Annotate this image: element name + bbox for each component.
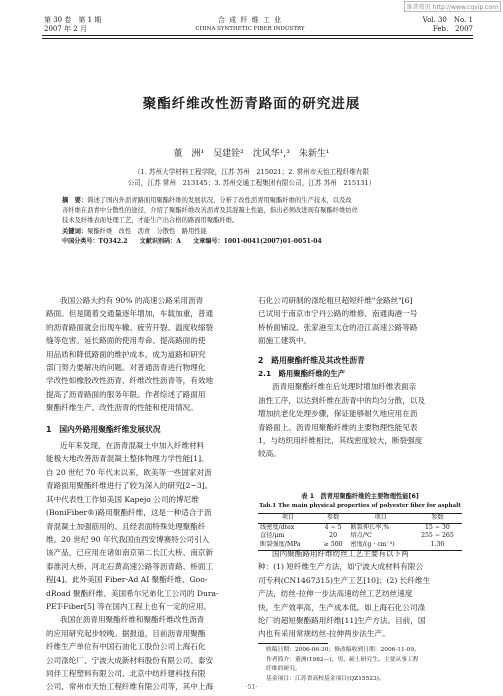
paper-title: 聚酯纤维改性沥青路面的研究进展 — [142, 96, 361, 112]
section-2-1-heading: 2.1 路用聚酯纤维的生产 — [258, 369, 345, 379]
table-cell: 熔点/℃ — [350, 532, 372, 540]
para-line: 内也有采用常规纺丝-拉伸两步法生产。 — [258, 629, 390, 639]
footnote-author-cont: 纤维的研究。 — [266, 666, 301, 673]
para-line: 的应用研究起步较晚。据报道，目前沥青用聚酯 — [46, 628, 206, 638]
para-line: 公司、常州市天怡工程纤维有限公司等，其中上海 — [46, 682, 214, 692]
para-line: 我国公路大约有 90% 的高速公路采用沥青 — [60, 296, 204, 305]
para-line: PET-Fiber[5] 等在国内工程上也有一定的应用。 — [46, 601, 212, 611]
para-line: 用品质和降低路面的维护成本，成为道路和研究 — [46, 349, 206, 359]
para-line: 公司涤纶厂、宁波大成新材料股份有限公司、泰安 — [46, 655, 214, 665]
keywords-text: 聚酯纤维 改性 沥青 分散性 路用性能 — [87, 228, 207, 235]
table-cell: 直径/μm — [260, 532, 285, 540]
header-journal-cn: 合 成 纤 维 工 业 — [217, 16, 283, 24]
section-1-heading: 1 国内外路用聚酯纤维发展状况 — [46, 424, 161, 434]
para-line: 该产品，已应用在诸如南京第二长江大桥、南京新 — [46, 548, 214, 558]
affiliations — [0, 167, 503, 189]
para-line: 纶厂的超短聚酯路用纤维[11]生产方法。目前，国 — [258, 616, 426, 626]
table-row — [258, 523, 462, 532]
table-cell: 断裂强度/MPa — [260, 540, 301, 548]
running-header-right — [403, 16, 473, 34]
affiliation-line: 公司，江苏 常州 213145；3. 苏州交通工程集团有限公司，江苏 苏州 215131） — [127, 179, 376, 187]
para-line: 路面。但是随着交通量逐年增加，车载加重，普通 — [46, 309, 214, 319]
running-header-left — [44, 16, 114, 34]
para-line: 其中代表性工作如美国 Kapejo 公司的博尼维 — [46, 494, 199, 504]
table-cell: 4 ~ 5 — [324, 523, 342, 531]
para-line: 快，生产效率高，生产成本低。如上海石化公司涤 — [258, 602, 426, 612]
para-line: 能极大地改善沥青混凝土整体物理力学性能[1]。 — [46, 454, 209, 464]
para-line: 较高。 — [258, 449, 281, 459]
footnote-rule — [258, 643, 328, 644]
para-line: 我国在沥青用聚酯纤维和聚酯纤维改性沥青 — [60, 615, 205, 625]
para-line: 的沥青路面就会出现车辙、疲劳开裂、温度收缩裂 — [46, 322, 214, 332]
affiliation-line: （1. 苏州大学材料工程学院，江苏 苏州 215021；2. 常州市天怡工程纤维有限 — [133, 168, 370, 176]
para-line: 纤维生产单位有中国石油化工股份公司上海石化 — [46, 642, 206, 652]
table-header-cell: 参数 — [326, 514, 340, 522]
abstract-line: 善纤维在沥青中分散性的途径，介绍了聚酯纤维改善沥青及其混凝土性能，指出必须改进现有聚酯纤维纺丝 — [62, 207, 358, 214]
abstract-label: 摘 要： — [62, 197, 88, 204]
header-date-en: Feb. 2007 — [432, 25, 473, 33]
para-line: 部门努力要解决的问题。对普通沥青进行物理化 — [46, 363, 206, 373]
para-line: 青混凝土加强筋用的、且经表面特殊处理聚酯纤 — [46, 521, 206, 531]
right-column — [258, 294, 462, 461]
table-1 — [258, 493, 462, 551]
para-line: 已试用于南京市宁丹公路的维修、南通海港一号 — [258, 309, 418, 319]
author-list: 董 洲¹ 吴建铨² 沈风华¹,³ 朱新生¹ — [173, 149, 330, 159]
header-rule — [42, 35, 473, 36]
table-cell: 255 ~ 265 — [421, 532, 454, 540]
para-line: 泰淮河大桥、河北石黄高速公路等沥青路、桥面工 — [46, 561, 214, 571]
para-line: 增加抗老化处理步骤，保证能够耐久地应用在沥 — [258, 409, 418, 419]
abstract-line: 技术及纤维表面处理工艺，才能生产出合格的路面用聚酯纤维。 — [62, 217, 239, 224]
table-row — [258, 532, 462, 541]
abstract-line: 简述了国内外沥青路面用聚酯纤维的发展状况，分析了改性沥青用聚酯纤维的生产技术，以及改 — [87, 197, 352, 204]
abstract — [62, 196, 442, 247]
para-line: 司专利(CN1467315)生产工艺[10]；(2) 长纤维生 — [258, 575, 431, 585]
para-line: 学改性如橡胶改性沥青、纤维改性沥青等，有效地 — [46, 376, 214, 386]
para-line: 聚酯纤维生产、改性沥青的性能和使用情况。 — [46, 403, 198, 413]
para-line: 种：(1) 短纤维生产方法，如宁波大成材料有限公 — [258, 562, 424, 572]
para-line: 油性工序，以达到纤维在沥青中的均匀分散，以及 — [258, 395, 426, 405]
header-rule-thin — [42, 38, 473, 39]
running-header-center — [150, 16, 350, 34]
table-caption-cn: 表 1 沥青用聚酯纤维的主要物理性能[6] — [301, 493, 419, 500]
footnote-fund: 基金项目：江苏省高校基金项目(QZ15523)。 — [266, 675, 385, 682]
para-line: 面施工建筑中。 — [258, 336, 312, 346]
para-line: 缝等危害。延长路面的使用寿命、提高路面的使 — [46, 336, 206, 346]
para-line: 石化公司研制的涤纶粗旦超短纤维"金路丝"[6] — [258, 296, 413, 305]
footnote-author: 作者简介：董洲(1982—)，男，硕士研究生。主要从事工程 — [266, 656, 419, 663]
watermark-stamp: 维普资讯 http://www.cqvip.com — [404, 1, 501, 12]
para-line: 国内聚酯路用纤维纺丝工艺主要有以下两 — [272, 549, 409, 558]
table-caption-en: Tab.1 The main physical properties of polyester fiber for asphalt — [259, 502, 461, 509]
para-line: 提高了沥青路面的服务年限。作者综述了路面用 — [46, 389, 206, 399]
table-header-cell: 参数 — [431, 514, 444, 522]
para-line: 1，与纺织用纤维相比，其线密度较大，断裂强度 — [258, 436, 423, 446]
classification-line: 中国分类号：TQ342.2 文献识别码：A 文章编号：1001-0041(2007)01-0051-04 — [62, 238, 322, 245]
header-vol-issue-cn: 第 30 卷 第 1 期 — [44, 16, 102, 24]
section-2-heading: 2 路用聚酯纤维及其改性沥青 — [258, 355, 365, 365]
footnote-received: 收稿日期：2006-06-30；修改稿收到日期：2006-11-09。 — [266, 647, 420, 653]
table-cell: 断裂伸长率,% — [350, 523, 390, 531]
table-header-cell: 项目 — [374, 514, 387, 522]
table-header-row — [258, 514, 462, 524]
table-cell: 线密度/dtex — [260, 523, 295, 531]
para-line: 青路面用聚酯纤维进行了较为深入的研究[2~3]。 — [46, 481, 213, 491]
para-line: 维。20 世纪 90 年代我国由西安博赛特公司引入 — [46, 534, 210, 544]
table-cell: 密度/(g · cm⁻³) — [350, 540, 395, 548]
para-line: 青路面上。沥青用聚酯纤维的主要物理性能见表 — [258, 422, 418, 432]
footnotes — [258, 646, 468, 684]
para-line: 程[4]。此外美国 Fiber-Ad AI 聚酯纤维、Goo- — [46, 575, 208, 585]
page-number: ·51· — [245, 684, 258, 691]
para-line: 桥桥面铺设、张家港至太仓的沿江高速公路等路 — [258, 322, 418, 332]
left-column — [46, 294, 244, 694]
para-line: 产法，纺丝-拉伸一步法高速纺丝工艺纺丝速度 — [258, 589, 413, 599]
header-journal-en: CHINA SYNTHETIC FIBER INDUSTRY — [195, 26, 305, 32]
para-line: 自 20 世纪 70 年代末以来，欧美等一些国家对沥 — [46, 467, 212, 477]
table-header-cell: 项目 — [281, 514, 295, 522]
header-date-cn: 2007 年 2 月 — [44, 25, 87, 33]
table-grid — [258, 513, 462, 550]
table-cell: 15 ~ 30 — [425, 523, 450, 531]
para-line: (BoniFiber®)路用聚酯纤维，这是一种适合于沥 — [46, 508, 212, 518]
table-cell: 20 — [329, 532, 338, 540]
para-line: 近年来发现，在沥青混凝土中加入纤维材料 — [60, 441, 205, 451]
table-cell: 1.36 — [430, 540, 445, 548]
right-column-continued — [258, 547, 462, 641]
para-line: 同伴工程塑料有限公司、北京中纺纤建科技有限 — [46, 668, 206, 678]
para-line: dRoad 聚酯纤维、美国希尔兄弟化工公司的 Dura- — [46, 588, 219, 598]
keywords-label: 关键词： — [62, 228, 88, 235]
para-line: 沥青用聚酯纤维在后处理时增加纤维表面亲 — [272, 382, 417, 392]
table-cell: ≥ 500 — [323, 540, 343, 548]
header-vol-issue-en: Vol. 30 No. 1 — [422, 16, 473, 24]
